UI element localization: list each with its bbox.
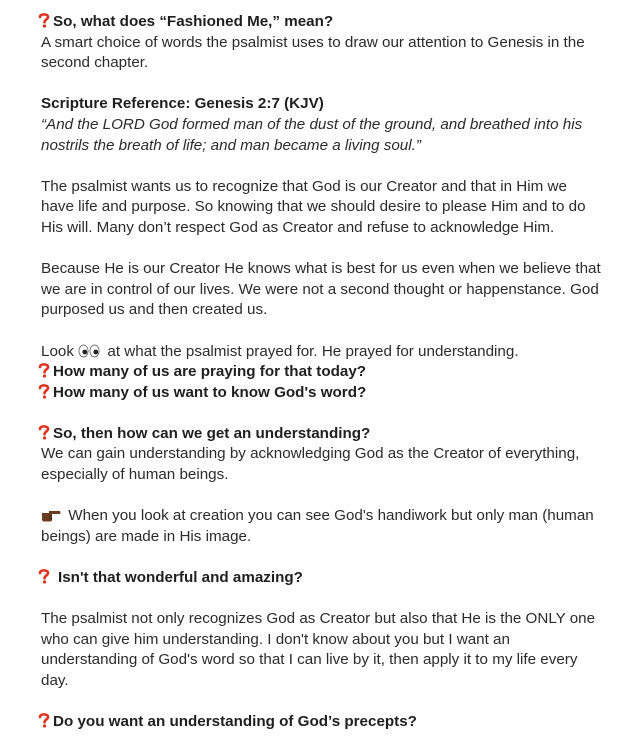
question-line-1: [38, 12, 618, 33]
paragraph-line: who can give him understanding. I don't know about you but I want an: [41, 630, 510, 648]
look-text-after: at what the psalmist prayed for. He prayed for understanding.: [107, 342, 519, 360]
question-line-4: [38, 424, 618, 445]
question-text: Isn't that wonderful and amazing?: [58, 569, 303, 587]
question-line-3: [38, 383, 618, 404]
question-mark-icon: [38, 362, 50, 378]
paragraph-line: His will. Many don’t respect God as Creator and refuse to acknowledge Him.: [41, 218, 555, 236]
eyes-icon: [78, 344, 100, 358]
scripture-quote-line: “And the LORD God formed man of the dust of the ground, and breathed into his: [41, 115, 583, 133]
paragraph-line: second chapter.: [41, 54, 149, 72]
question-mark-icon: [38, 712, 50, 728]
paragraph-line: We can gain understanding by acknowledging God as the Creator of everything,: [41, 445, 580, 463]
look-text-before: Look: [41, 342, 74, 360]
question-text: How many of us want to know God's word?: [53, 383, 367, 401]
paragraph-line: A smart choice of words the psalmist uses to draw our attention to Genesis in the: [41, 33, 585, 51]
look-line: [41, 342, 618, 363]
question-mark-icon: [38, 424, 50, 440]
question-mark-icon: [38, 12, 50, 28]
paragraph-line: have life and purpose. So knowing that we should desire to please Him and to do: [41, 198, 586, 216]
scripture-quote-line: nostrils the breath of life; and man became a living soul.”: [41, 136, 421, 154]
pointing-line-text: When you look at creation you can see God's handiwork but only man (human: [68, 507, 594, 525]
paragraph-line: understanding of God's word so that I can live by it, then apply it to my life every: [41, 651, 578, 669]
question-text: How many of us are praying for that today?: [53, 363, 367, 381]
question-text: So, what does “Fashioned Me,” mean?: [53, 13, 334, 30]
paragraph-line: The psalmist not only recognizes God as Creator but also that He is the ONLY one: [41, 610, 596, 628]
paragraph-line: especially of human beings.: [41, 466, 229, 484]
paragraph-line: purposed us and then created us.: [41, 301, 268, 319]
pointing-right-hand-icon: [41, 508, 61, 522]
paragraph-line: beings) are made in His image.: [41, 527, 252, 545]
question-text: So, then how can we get an understanding?: [53, 424, 371, 442]
scripture-reference-title: Scripture Reference: Genesis 2:7 (KJV): [41, 95, 324, 113]
paragraph-line: day.: [41, 672, 69, 689]
question-line-6: [38, 712, 618, 733]
question-mark-icon: [38, 383, 50, 399]
question-text: Do you want an understanding of God’s precepts?: [53, 713, 417, 731]
paragraph-line: Because He is our Creator He knows what is best for us even when we believe that: [41, 260, 601, 278]
paragraph-line: we are in control of our lives. We were not a second thought or happenstance. God: [41, 280, 599, 298]
question-line-5: [38, 568, 618, 589]
pointing-line: [41, 506, 618, 527]
question-mark-icon: [38, 568, 50, 584]
question-line-2: [38, 362, 618, 383]
paragraph-line: The psalmist wants us to recognize that God is our Creator and that in Him we: [41, 177, 567, 195]
